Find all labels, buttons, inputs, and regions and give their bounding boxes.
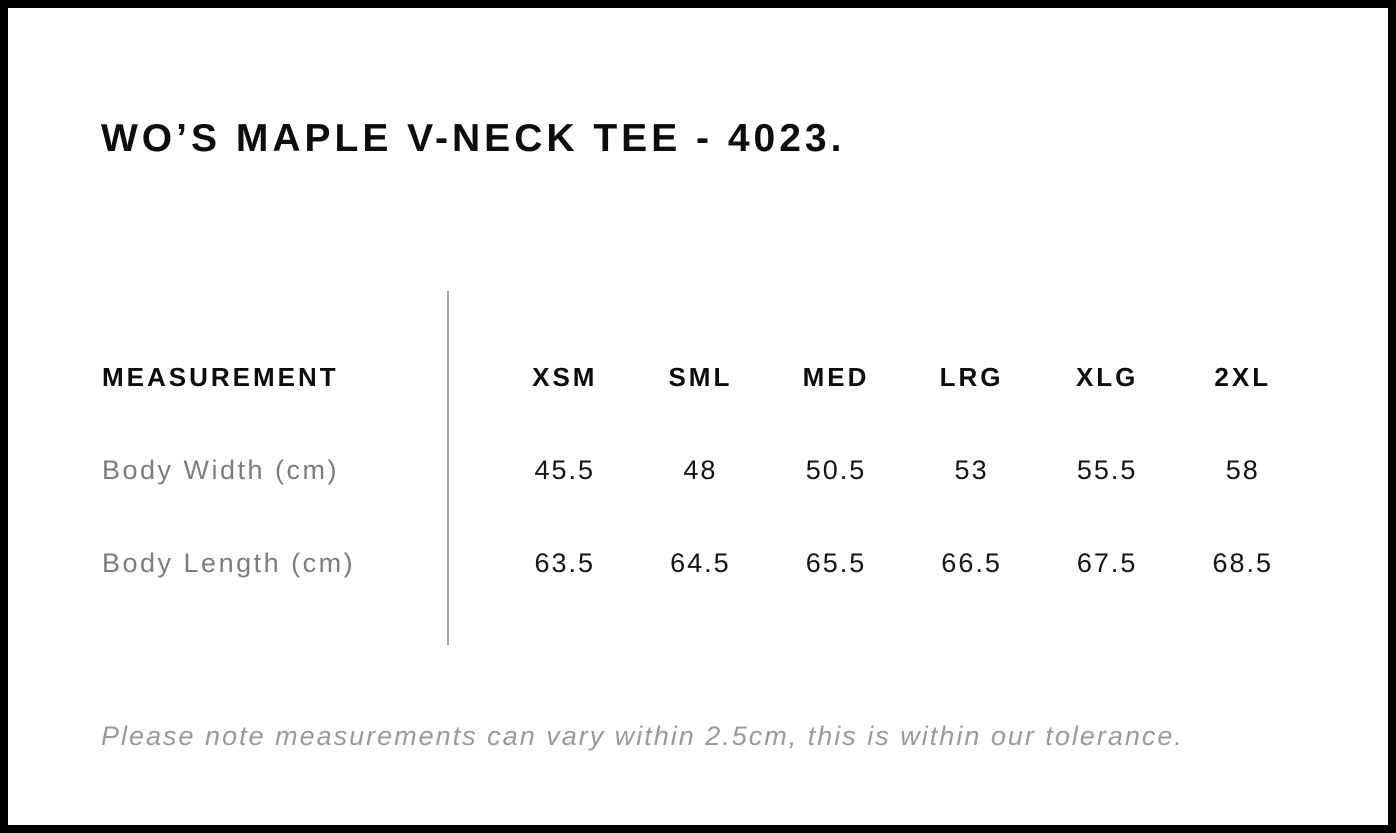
body-width-lrg: 53 xyxy=(954,455,989,485)
row-label-body-width: Body Width (cm) xyxy=(102,455,340,485)
measurement-column xyxy=(102,291,447,645)
size-column-header-2xl: 2XL xyxy=(1214,362,1272,392)
size-header-row xyxy=(497,331,1311,424)
table-row-body-length xyxy=(102,517,447,610)
sizes-column-group xyxy=(447,291,1311,645)
size-table xyxy=(102,291,1311,645)
body-length-xlg: 67.5 xyxy=(1076,548,1138,578)
body-length-sml: 64.5 xyxy=(670,548,731,578)
measurement-header: MEASUREMENT xyxy=(102,362,339,392)
body-width-sml: 48 xyxy=(683,455,718,485)
body-width-values-row xyxy=(497,424,1311,517)
body-width-xsm: 45.5 xyxy=(534,455,596,485)
size-column-header-xlg: XLG xyxy=(1075,362,1139,392)
body-width-2xl: 58 xyxy=(1225,455,1260,485)
body-length-lrg: 66.5 xyxy=(941,548,1002,578)
size-column-header-sml: SML xyxy=(668,362,733,392)
body-length-values-row xyxy=(497,517,1311,610)
tolerance-note: Please note measurements can vary within 2.5cm, this is within our tolerance. xyxy=(101,721,1184,751)
size-column-header-med: MED xyxy=(802,362,870,392)
size-column-header-lrg: LRG xyxy=(939,362,1004,392)
body-width-xlg: 55.5 xyxy=(1076,455,1138,485)
body-width-med: 50.5 xyxy=(805,455,867,485)
body-length-2xl: 68.5 xyxy=(1212,548,1274,578)
page-title: WO’S MAPLE V-NECK TEE - 4023. xyxy=(101,117,846,160)
size-column-header-xsm: XSM xyxy=(532,362,598,392)
row-label-body-length: Body Length (cm) xyxy=(102,548,356,578)
body-length-med: 65.5 xyxy=(805,548,867,578)
table-row-body-width xyxy=(102,424,447,517)
body-length-xsm: 63.5 xyxy=(534,548,596,578)
